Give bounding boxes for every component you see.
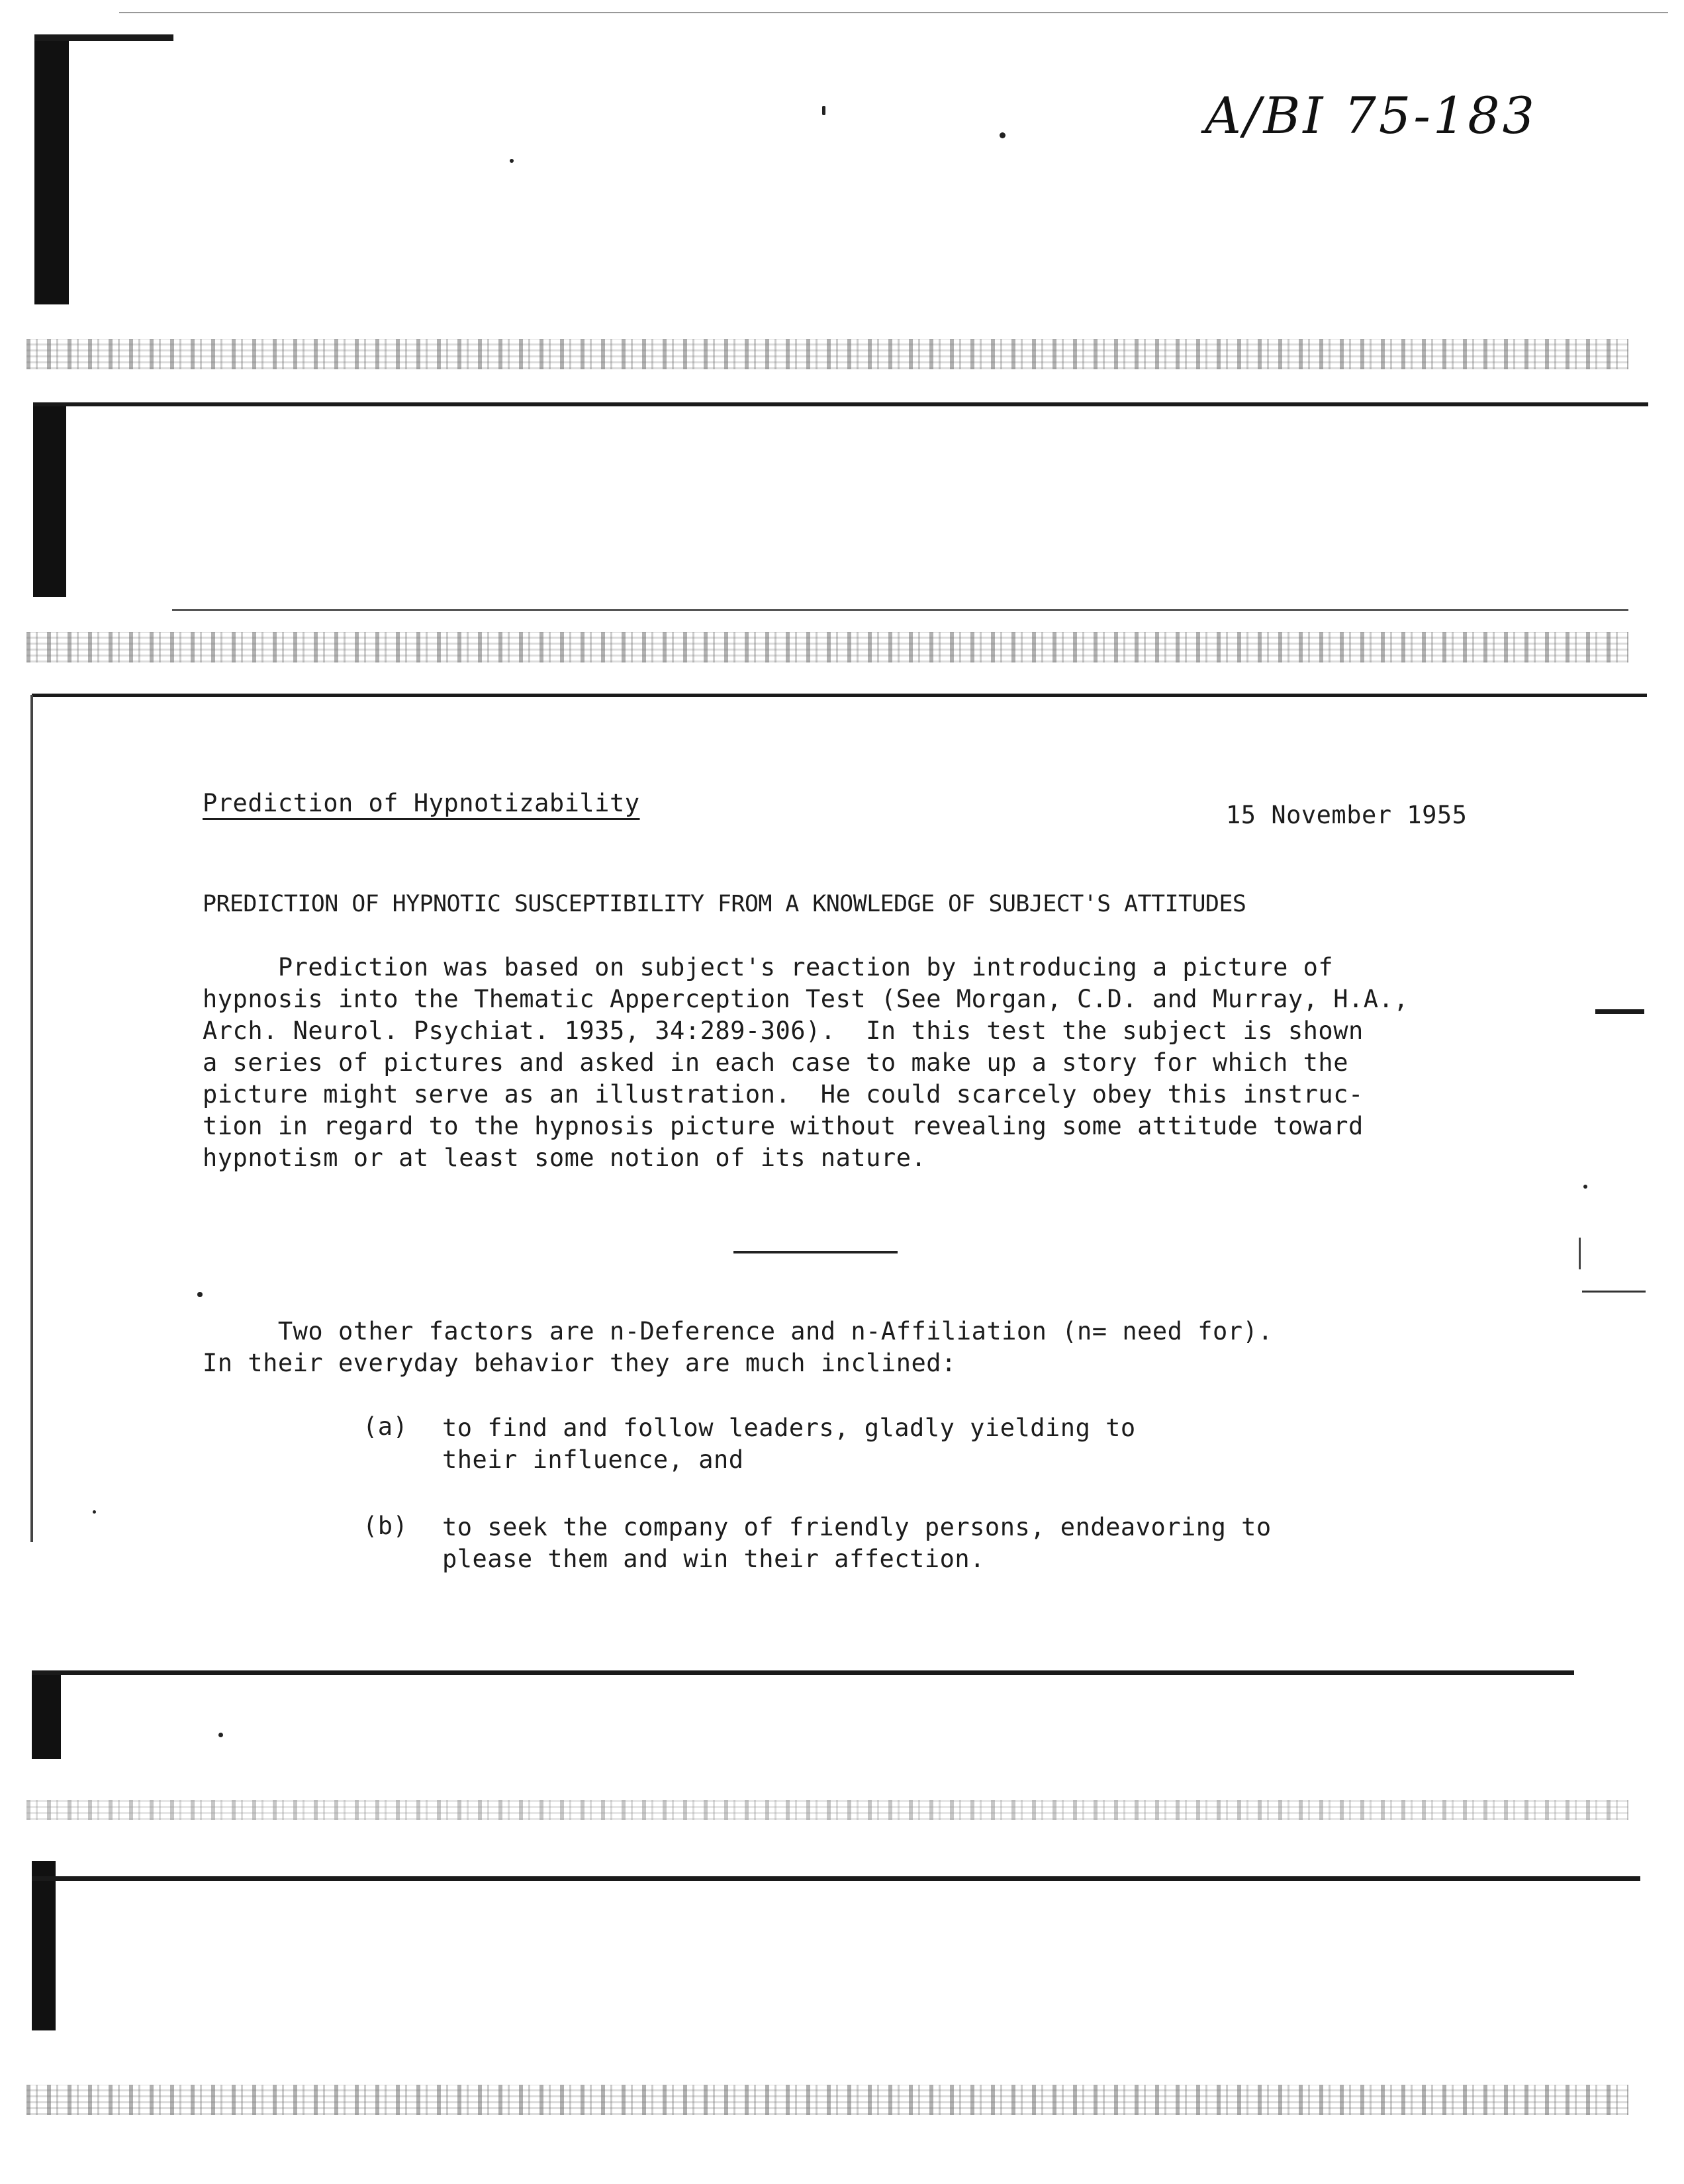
list-marker-b: (b) <box>363 1512 408 1540</box>
bracket-strip-1-top <box>34 34 173 41</box>
scan-noise-band-4 <box>26 2085 1628 2115</box>
bracket-strip-2-top <box>33 402 1648 406</box>
margin-mark-2 <box>1582 1291 1646 1293</box>
paragraph-line: hypnotism or at least some notion of its nature. <box>203 1144 927 1172</box>
document-left-border <box>30 695 33 1542</box>
section-heading: PREDICTION OF HYPNOTIC SUSCEPTIBILITY FROM A KNOWLEDGE OF SUBJECT'S ATTITUDES <box>203 891 1246 917</box>
top-edge-line <box>119 12 1668 13</box>
document-top-border <box>32 694 1647 697</box>
section-divider <box>733 1251 898 1253</box>
margin-mark-1 <box>1595 1009 1644 1014</box>
margin-mark-3 <box>1579 1238 1581 1269</box>
paragraph-line: Two other factors are n-Deference and n-Affiliation (n= need for). <box>203 1317 1274 1345</box>
list-item-b-line-2: please them and win their affection. <box>442 1545 985 1573</box>
paragraph-line: In their everyday behavior they are much inclined: <box>203 1349 957 1377</box>
document-date: 15 November 1955 <box>1226 801 1468 829</box>
scan-noise-band-2 <box>26 632 1628 662</box>
paragraph-line: hypnosis into the Thematic Apperception Test (See Morgan, C.D. and Murray, H.A., <box>203 985 1409 1013</box>
paragraph-line: Prediction was based on subject's reaction by introducing a picture of <box>203 953 1334 981</box>
speck <box>218 1733 223 1737</box>
paragraph-line: picture might serve as an illustration. He could scarcely obey this instruc- <box>203 1080 1364 1109</box>
speck <box>1000 132 1006 138</box>
scan-line-2 <box>172 609 1628 611</box>
scan-noise-band-3 <box>26 1800 1628 1820</box>
bracket-strip-1 <box>34 34 69 304</box>
list-item-a-line-2: their influence, and <box>442 1445 744 1474</box>
bracket-strip-4 <box>32 1861 56 2030</box>
scan-noise-band-1 <box>26 339 1628 369</box>
bracket-strip-2 <box>33 404 66 597</box>
speck <box>93 1510 96 1514</box>
paragraph-line: Arch. Neurol. Psychiat. 1935, 34:289-306). In this test the subject is shown <box>203 1017 1364 1045</box>
bracket-strip-3 <box>32 1673 61 1759</box>
paragraph-line: tion in regard to the hypnosis picture without revealing some attitude toward <box>203 1112 1364 1140</box>
speck <box>1583 1185 1587 1189</box>
bracket-strip-3-top <box>32 1670 1574 1675</box>
paragraph-line: a series of pictures and asked in each case to make up a story for which the <box>203 1048 1348 1077</box>
list-item-a-line-1: to find and follow leaders, gladly yielding to <box>442 1414 1136 1442</box>
speck <box>510 159 514 163</box>
archive-stamp: A/BI 75-183 <box>1205 86 1537 145</box>
document-title: Prediction of Hypnotizability <box>203 789 640 817</box>
list-item-b-line-1: to seek the company of friendly persons, endeavoring to <box>442 1513 1272 1541</box>
list-marker-a: (a) <box>363 1412 408 1441</box>
speck <box>822 106 825 115</box>
bracket-strip-4-top <box>32 1876 1640 1881</box>
speck <box>197 1292 203 1297</box>
